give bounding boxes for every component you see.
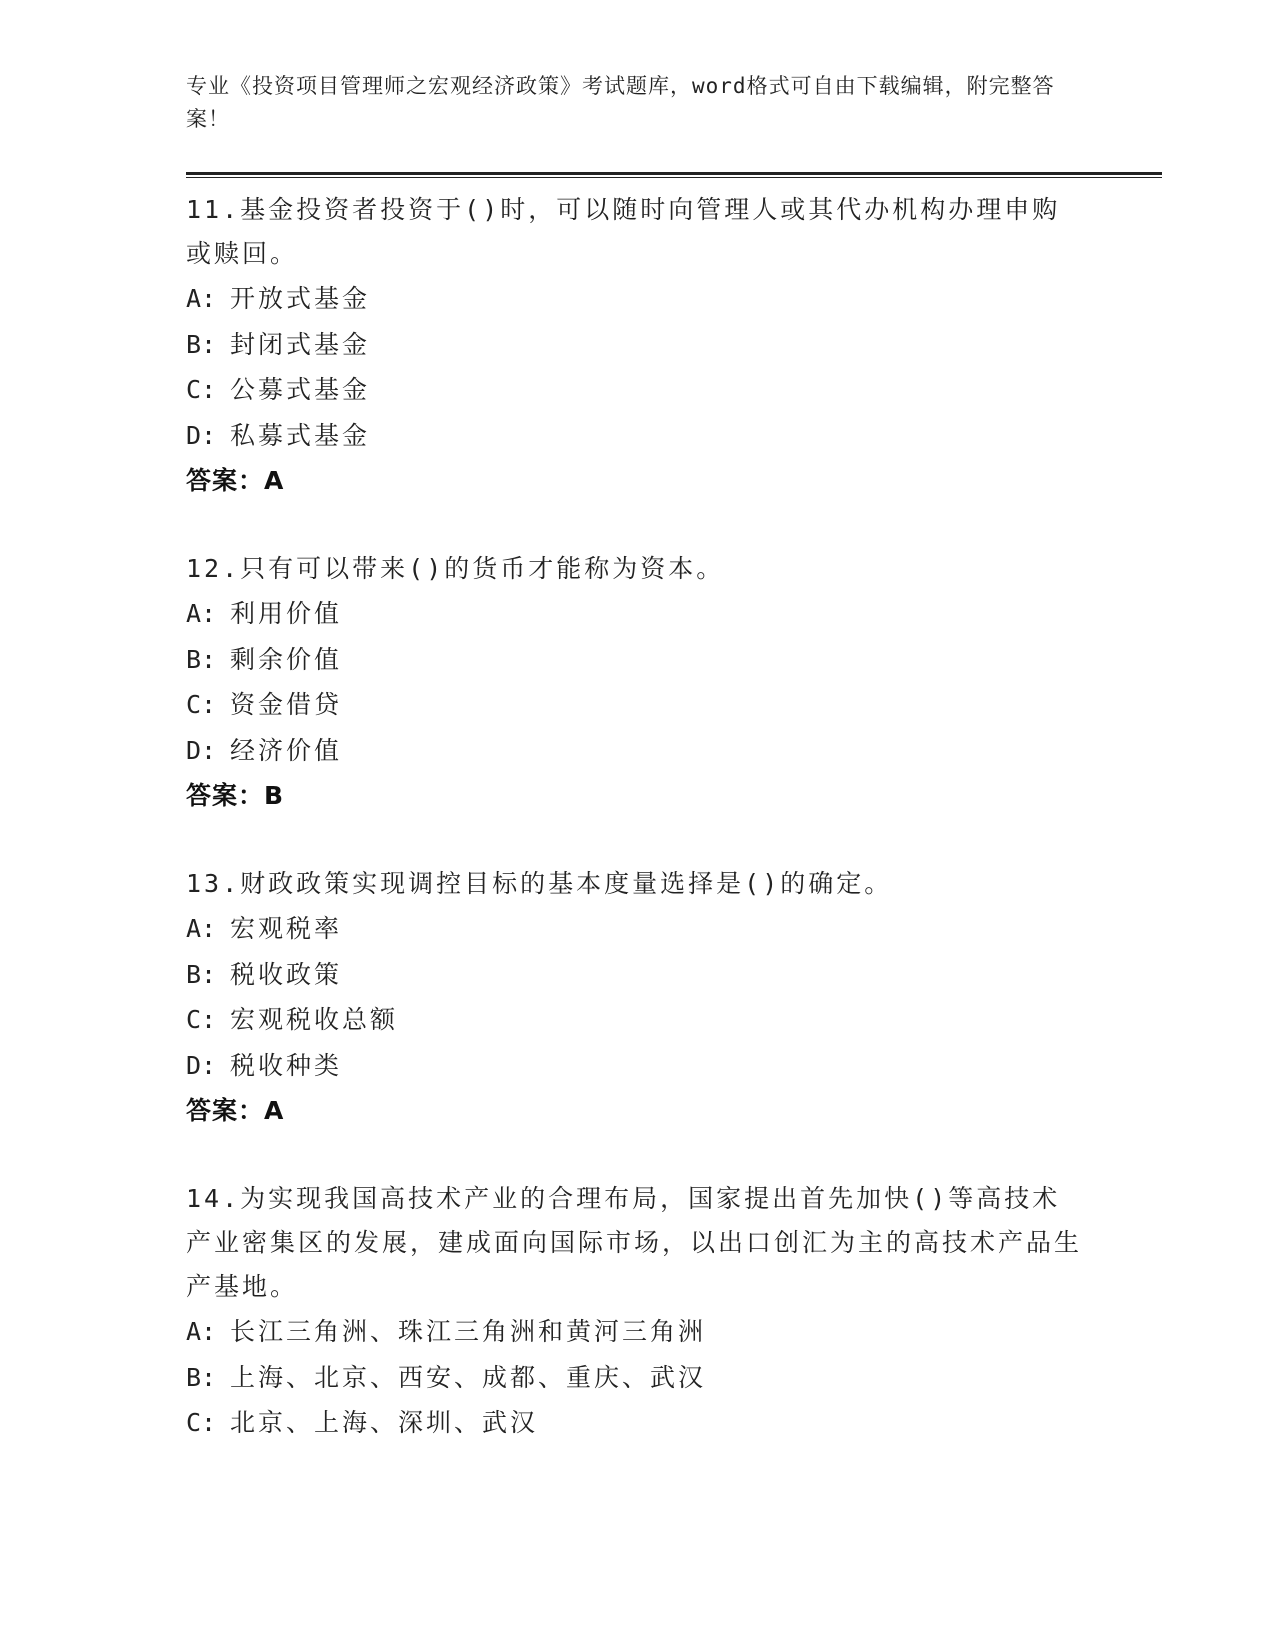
option-d: [186, 413, 1162, 459]
option-a: [186, 906, 1162, 952]
option-text: 税收政策: [230, 959, 343, 989]
option-a: [186, 276, 1162, 322]
option-c: [186, 682, 1162, 728]
option-c: [186, 367, 1162, 413]
option-letter: C:: [186, 690, 217, 719]
option-letter: B:: [186, 959, 217, 989]
option-text: 北京、上海、深圳、武汉: [230, 1408, 539, 1437]
question-12: [186, 547, 1162, 818]
option-letter: C:: [186, 375, 217, 404]
option-text: 公募式基金: [230, 375, 371, 404]
option-letter: A:: [186, 1317, 217, 1346]
option-letter: B:: [186, 1362, 217, 1392]
answer-line: 答案：B: [186, 781, 285, 810]
question-list: [186, 188, 1162, 1446]
option-letter: D:: [186, 420, 217, 450]
option-c: [186, 1400, 1162, 1446]
option-a: [186, 1309, 1162, 1355]
option-letter: B:: [186, 329, 217, 359]
question-13: [186, 862, 1162, 1133]
option-a: [186, 591, 1162, 637]
option-d: [186, 728, 1162, 774]
option-b: [186, 952, 1162, 998]
option-text: 宏观税率: [230, 914, 343, 943]
option-c: [186, 997, 1162, 1043]
option-text: 经济价值: [230, 735, 343, 765]
question-stem: 12.只有可以带来()的货币才能称为资本。: [186, 554, 725, 583]
document-page: [186, 70, 1162, 1490]
option-letter: A:: [186, 914, 217, 943]
option-b: [186, 1355, 1162, 1401]
option-letter: C:: [186, 1408, 217, 1437]
option-letter: D:: [186, 735, 217, 765]
option-text: 利用价值: [230, 599, 343, 628]
option-text: 私募式基金: [230, 420, 371, 450]
header-divider-thin: [186, 177, 1162, 178]
answer-line: 答案：A: [186, 1096, 285, 1125]
option-text: 上海、北京、西安、成都、重庆、武汉: [230, 1362, 707, 1392]
question-stem: 11.基金投资者投资于()时，可以随时向管理人或其代办机构办理申购或赎回。: [186, 195, 1061, 268]
option-letter: C:: [186, 1005, 217, 1034]
question-stem: 13.财政政策实现调控目标的基本度量选择是()的确定。: [186, 869, 893, 898]
option-text: 剩余价值: [230, 644, 343, 674]
option-text: 长江三角洲、珠江三角洲和黄河三角洲: [230, 1317, 707, 1346]
option-letter: A:: [186, 284, 217, 313]
option-b: [186, 637, 1162, 683]
question-14: [186, 1177, 1162, 1446]
option-text: 资金借贷: [230, 690, 343, 719]
option-text: 税收种类: [230, 1050, 343, 1080]
question-stem: 14.为实现我国高技术产业的合理布局，国家提出首先加快()等高技术产业密集区的发展，建成面向国际市场，以出口创汇为主的高技术产品生产基地。: [186, 1184, 1083, 1301]
option-letter: D:: [186, 1050, 217, 1080]
document-header: 专业《投资项目管理师之宏观经济政策》考试题库，word格式可自由下载编辑，附完整答案！: [186, 74, 1055, 131]
header-divider-thick: [186, 172, 1162, 175]
option-text: 宏观税收总额: [230, 1005, 399, 1034]
option-letter: A:: [186, 599, 217, 628]
question-11: [186, 188, 1162, 503]
option-text: 开放式基金: [230, 284, 371, 313]
option-d: [186, 1043, 1162, 1089]
option-letter: B:: [186, 644, 217, 674]
option-text: 封闭式基金: [230, 329, 371, 359]
option-b: [186, 322, 1162, 368]
answer-line: 答案：A: [186, 466, 285, 495]
